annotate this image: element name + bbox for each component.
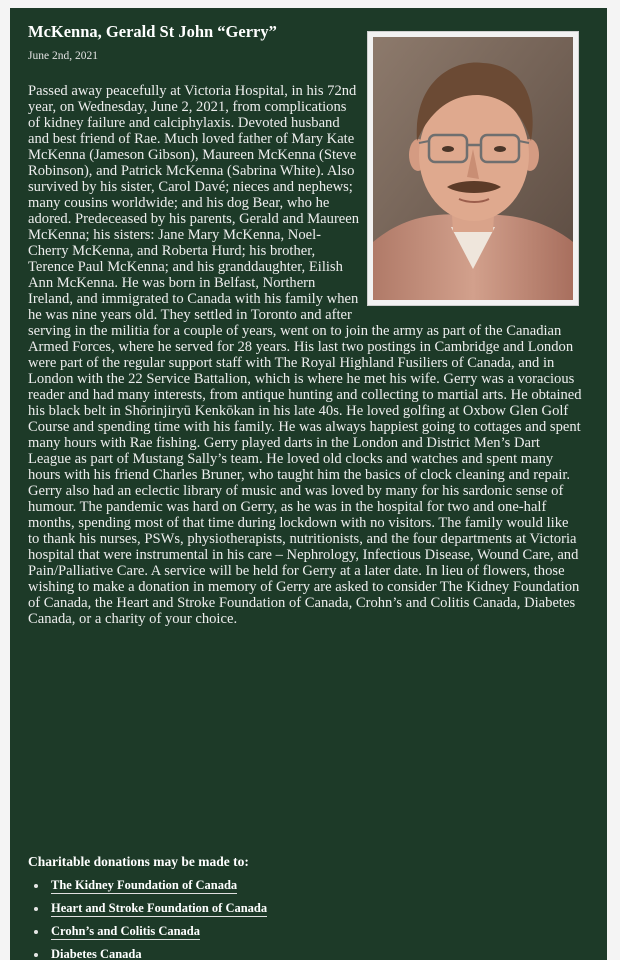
bullet-icon bbox=[34, 930, 38, 934]
bullet-icon bbox=[34, 953, 38, 957]
donation-link-kidney-foundation[interactable]: The Kidney Foundation of Canada bbox=[51, 878, 238, 892]
donations-heading: Charitable donations may be made to: bbox=[28, 854, 249, 869]
list-item bbox=[28, 878, 428, 901]
donation-link-diabetes-canada[interactable]: Diabetes Canada bbox=[51, 947, 142, 960]
obituary-date: June 2nd, 2021 bbox=[28, 50, 98, 62]
bullet-icon bbox=[34, 907, 38, 911]
obituary-panel bbox=[10, 8, 607, 960]
obituary-text bbox=[28, 83, 583, 627]
photo-spacer bbox=[361, 83, 583, 309]
list-item bbox=[28, 901, 428, 924]
donation-link-heart-and-stroke[interactable]: Heart and Stroke Foundation of Canada bbox=[51, 901, 268, 915]
donation-link-crohns-colitis[interactable]: Crohn’s and Colitis Canada bbox=[51, 924, 200, 938]
list-item bbox=[28, 947, 428, 960]
page-margin bbox=[607, 8, 620, 960]
list-item bbox=[28, 924, 428, 947]
obituary-text-body: Passed away peacefully at Victoria Hospital, in his 72nd year, on Wednesday, June 2, 2021, from complications of kidney failure and calciphylaxis. Devoted husband and best friend of Rae. Much loved father of Mary Kate McKenna (Jameson Gibson), Maureen McKenna (Steve Robinson), and Patrick McKenna (Sabrina White). Also survived by his sister, Carol Davé; nieces and nephews; many cousins worldwide; and his dog Bear, who he adored. Predeceased by his parents, Gerald and Maureen McKenna; his sisters: Jane Mary McKenna, Noel-Cherry McKenna, and Roberta Hurd; his brother, Terence Paul McKenna; and his granddaughter, Eilish Ann McKenna. He was born in Belfast, Northern Ireland, and immigrated to Canada with his family when he was nine years old. They settled in Toronto and after serving in the militia for a couple of years, went on to join the army as part of the Canadian Armed Forces, where he served for 28 years. His last two postings in Cambridge and London were part of the regular support staff with The Royal Highland Fusiliers of Canada, and in London with the 22 Service Battalion, which is where he met his wife. Gerry was a voracious reader and had many interests, from antique hunting and collecting to martial arts. He obtained his black belt in Shōrinjiryū Kenkōkan in his late 40s. He loved golfing at Oxbow Glen Golf Course and spending time with his family. He was always happiest going to cottages and spent many hours with Rae fishing. Gerry played darts in the London and District Men’s Dart League as part of Mustang Sally’s team. He loved old clocks and watches and spent many hours with his friend Charles Bruner, who taught him the basics of clock cleaning and repair. Gerry also had an eclectic library of music and was loved by many for his sardonic sense of humour. The pandemic was hard on Gerry, as he was in the hospital for two and one-half months, spending most of that time during lockdown with no visitors. The family would like to thank his nurses, PSWs, physiotherapists, nutritionists, and the four departments at Victoria hospital that were instrumental in his care – Nephrology, Infectious Disease, Wound Care, and Pain/Palliative Care. A service will be held for Gerry at a later date. In lieu of flowers, those wishing to make a donation in memory of Gerry are asked to consider The Kidney Foundation of Canada, the Heart and Stroke Foundation of Canada, Crohn’s and Colitis Canada, Diabetes Canada, or a charity of your choice. bbox=[28, 83, 582, 627]
bullet-icon bbox=[34, 884, 38, 888]
donations-list bbox=[28, 878, 428, 960]
obituary-name: McKenna, Gerald St John “Gerry” bbox=[28, 22, 277, 41]
